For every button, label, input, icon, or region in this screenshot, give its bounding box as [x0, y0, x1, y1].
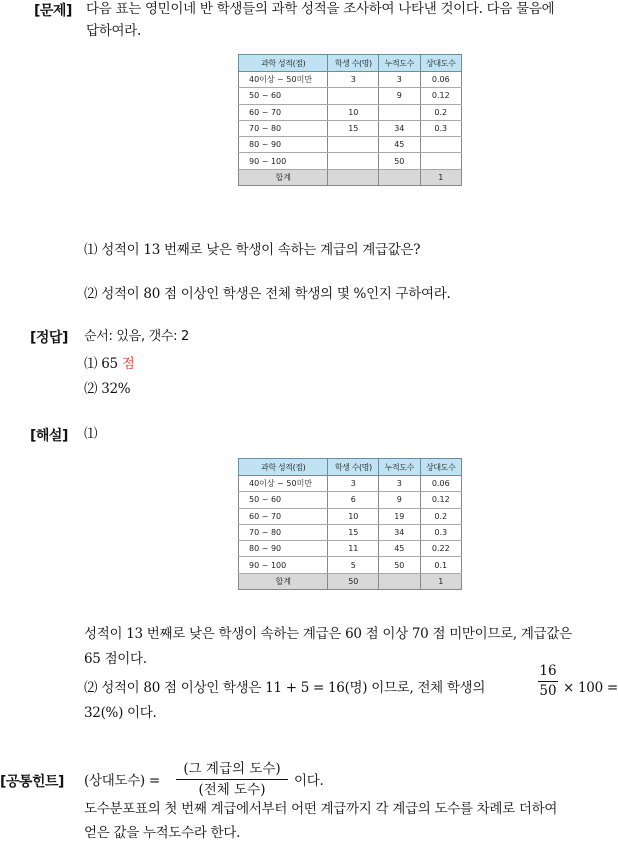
fraction-denominator: 50	[539, 683, 557, 699]
cell-class: 60 ~ 70	[239, 104, 328, 120]
hint-line2: 도수분포표의 첫 번째 계급에서부터 어떤 계급까지 각 계급의 도수를 차례로 더하여	[84, 801, 558, 817]
cell-class: 50 ~ 60	[239, 88, 328, 104]
cell-relative: 0.1	[420, 557, 461, 573]
cell-class: 60 ~ 70	[239, 508, 328, 524]
question-1: ⑴ 성적이 13 번째로 낮은 학생이 속하는 계급의 계급값은?	[84, 242, 421, 258]
cell-relative: 0.06	[420, 72, 461, 88]
cell-class: 40이상 ~ 50미만	[239, 476, 328, 492]
answer-label: [정답]	[30, 330, 68, 346]
cell-count: 10	[328, 104, 379, 120]
cell-relative: 0.3	[420, 524, 461, 540]
cell-relative: 0.06	[420, 476, 461, 492]
hint-tail: 이다.	[294, 773, 324, 789]
table-row	[239, 541, 462, 557]
header-cumulative: 누적도수	[379, 459, 420, 476]
solution-line1: 성적이 13 번째로 낮은 학생이 속하는 계급은 60 점 이상 70 점 미만이므로, 계급값은	[84, 626, 572, 642]
cell-cumulative: 50	[379, 153, 420, 169]
frequency-table-problem	[238, 54, 462, 186]
table-row	[239, 557, 462, 573]
frequency-table-solution	[238, 458, 462, 590]
cell-cumulative: 9	[379, 492, 420, 508]
cell-count	[328, 153, 379, 169]
cell-count	[328, 88, 379, 104]
cell-cumulative	[379, 104, 420, 120]
cell-total-label: 합계	[239, 573, 328, 589]
header-score: 과학 성적(점)	[239, 459, 328, 476]
hint-label: [공통힌트]	[0, 774, 64, 790]
problem-label: [문제]	[34, 3, 72, 19]
problem-text-line1: 다음 표는 영민이네 반 학생들의 과학 성적을 조사하여 나타낸 것이다. 다음 물음에	[86, 1, 555, 17]
header-relative: 상대도수	[420, 459, 461, 476]
question-2: ⑵ 성적이 80 점 이상인 학생은 전체 학생의 몇 %인지 구하여라.	[84, 286, 451, 302]
cell-relative	[420, 137, 461, 153]
cell-class: 50 ~ 60	[239, 492, 328, 508]
cell-count: 11	[328, 541, 379, 557]
cell-cumulative: 34	[379, 524, 420, 540]
cell-count: 6	[328, 492, 379, 508]
cell-total-cumulative	[379, 169, 420, 185]
table-total-row	[239, 573, 462, 589]
hint-fraction	[176, 759, 288, 800]
answer-1-unit: 점	[121, 356, 135, 372]
hint-denominator: (전체 도수)	[176, 779, 288, 800]
cell-relative: 0.3	[420, 120, 461, 136]
hint-line3: 얻은 값을 누적도수라 한다.	[84, 825, 241, 841]
cell-relative: 0.12	[420, 492, 461, 508]
table-row	[239, 104, 462, 120]
cell-total-relative: 1	[420, 573, 461, 589]
cell-total-count: 50	[328, 573, 379, 589]
table-row	[239, 524, 462, 540]
solution-part1: ⑴	[84, 426, 98, 442]
header-score: 과학 성적(점)	[239, 55, 328, 72]
fraction-numerator: 16	[539, 663, 557, 679]
cell-cumulative: 45	[379, 137, 420, 153]
cell-total-label: 합계	[239, 169, 328, 185]
cell-total-cumulative	[379, 573, 420, 589]
cell-class: 40이상 ~ 50미만	[239, 72, 328, 88]
cell-count	[328, 137, 379, 153]
table-row	[239, 153, 462, 169]
solution-line3-left: ⑵ 성적이 80 점 이상인 학생은 11 + 5 = 16(명) 이므로, 전체 학생의	[84, 680, 486, 696]
cell-count: 3	[328, 476, 379, 492]
header-cumulative: 누적도수	[379, 55, 420, 72]
cell-cumulative: 34	[379, 120, 420, 136]
cell-cumulative: 19	[379, 508, 420, 524]
cell-relative: 0.2	[420, 104, 461, 120]
cell-count: 5	[328, 557, 379, 573]
table-row	[239, 508, 462, 524]
cell-cumulative: 9	[379, 88, 420, 104]
cell-class: 80 ~ 90	[239, 541, 328, 557]
cell-cumulative: 45	[379, 541, 420, 557]
table-row	[239, 72, 462, 88]
answer-line1: 순서: 있음, 갯수: 2	[84, 329, 190, 344]
solution-label: [해설]	[30, 428, 68, 444]
hint-lhs: (상대도수) =	[84, 773, 160, 789]
solution-line4: 32(%) 이다.	[84, 705, 157, 721]
cell-cumulative: 50	[379, 557, 420, 573]
cell-relative: 0.22	[420, 541, 461, 557]
cell-count: 10	[328, 508, 379, 524]
cell-relative	[420, 153, 461, 169]
cell-class: 90 ~ 100	[239, 557, 328, 573]
solution-fraction	[538, 662, 558, 701]
hint-numerator: (그 계급의 도수)	[183, 761, 281, 777]
cell-relative: 0.2	[420, 508, 461, 524]
cell-count: 15	[328, 120, 379, 136]
header-relative: 상대도수	[420, 55, 461, 72]
table-row	[239, 492, 462, 508]
cell-total-count	[328, 169, 379, 185]
cell-class: 90 ~ 100	[239, 153, 328, 169]
answer-1-value: ⑴ 65	[84, 356, 122, 372]
table-row	[239, 88, 462, 104]
header-count: 학생 수(명)	[328, 459, 379, 476]
table-row	[239, 120, 462, 136]
cell-count: 15	[328, 524, 379, 540]
table-row	[239, 476, 462, 492]
cell-class: 70 ~ 80	[239, 524, 328, 540]
solution-line2: 65 점이다.	[84, 651, 147, 667]
table-row	[239, 137, 462, 153]
cell-class: 70 ~ 80	[239, 120, 328, 136]
cell-cumulative: 3	[379, 72, 420, 88]
cell-count: 3	[328, 72, 379, 88]
cell-class: 80 ~ 90	[239, 137, 328, 153]
answer-2: ⑵ 32%	[84, 381, 131, 397]
answer-1	[84, 353, 135, 375]
header-count: 학생 수(명)	[328, 55, 379, 72]
table-total-row	[239, 169, 462, 185]
cell-total-relative: 1	[420, 169, 461, 185]
solution-line3-right: × 100 =	[563, 680, 618, 696]
cell-relative: 0.12	[420, 88, 461, 104]
problem-text-line2: 답하여라.	[86, 23, 141, 39]
cell-cumulative: 3	[379, 476, 420, 492]
